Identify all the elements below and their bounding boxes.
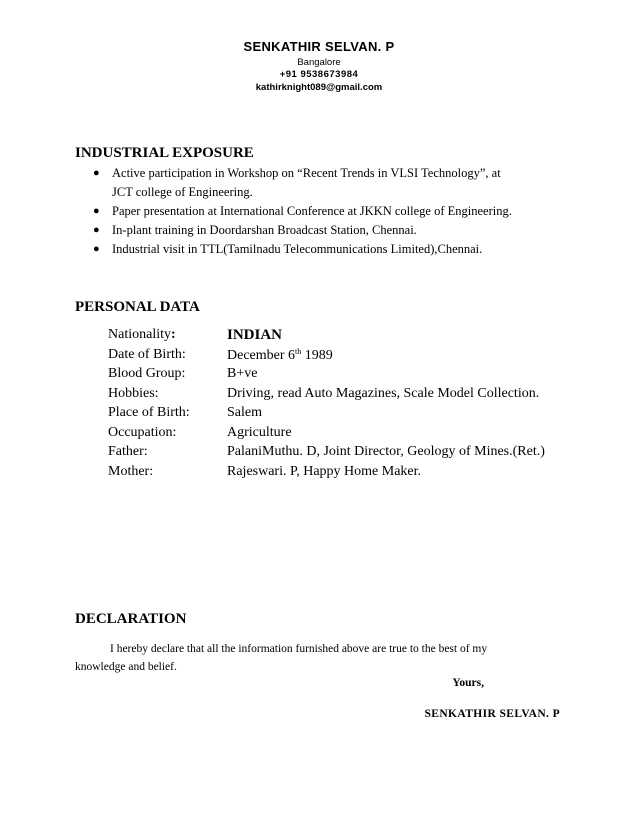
field-label: Place of Birth: bbox=[108, 405, 190, 420]
list-item bbox=[93, 221, 563, 240]
candidate-name: SENKATHIR SELVAN. P bbox=[243, 39, 395, 54]
table-row bbox=[108, 366, 545, 386]
list-item-text-cont: JCT college of Engineering. bbox=[112, 185, 253, 199]
table-row bbox=[108, 386, 545, 406]
declaration-heading: DECLARATION bbox=[75, 611, 187, 627]
field-value: INDIAN bbox=[227, 327, 283, 343]
field-label: Nationality bbox=[108, 327, 171, 342]
field-label: Father: bbox=[108, 444, 148, 459]
list-item-text: Active participation in Workshop on “Recent Trends in VLSI Technology”, at bbox=[112, 166, 501, 180]
industrial-exposure-heading: INDUSTRIAL EXPOSURE bbox=[75, 145, 254, 161]
field-label: Mother: bbox=[108, 463, 154, 479]
field-value: B+ve bbox=[227, 366, 258, 381]
field-value: Agriculture bbox=[227, 424, 292, 440]
personal-data-table bbox=[108, 327, 545, 483]
industrial-exposure-list bbox=[93, 164, 563, 259]
bullet-icon: ● bbox=[93, 243, 100, 255]
field-label: Occupation: bbox=[108, 424, 177, 440]
field-colon: : bbox=[171, 327, 176, 342]
field-label: Date of Birth: bbox=[108, 346, 186, 362]
field-label: Blood Group: bbox=[108, 366, 186, 381]
table-row bbox=[108, 425, 545, 445]
candidate-phone: +91 9538673984 bbox=[279, 69, 359, 80]
field-label: Hobbies: bbox=[108, 385, 159, 401]
bullet-icon: ● bbox=[93, 224, 100, 236]
bullet-icon: ● bbox=[93, 167, 100, 179]
field-value: Driving, read Auto Magazines, Scale Model Collection. bbox=[227, 385, 540, 401]
closing-yours: Yours, bbox=[452, 677, 484, 689]
list-item bbox=[93, 202, 563, 221]
table-row bbox=[108, 444, 545, 464]
signature-name: SENKATHIR SELVAN. P bbox=[424, 708, 560, 720]
field-value: December 6th 1989 bbox=[227, 346, 333, 363]
field-value: Salem bbox=[227, 405, 262, 420]
resume-header bbox=[0, 38, 638, 94]
list-item-text: Industrial visit in TTL(Tamilnadu Telecommunications Limited),Chennai. bbox=[112, 242, 483, 256]
candidate-email: kathirknight089@gmail.com bbox=[255, 82, 383, 93]
table-row bbox=[108, 464, 545, 484]
field-value: Rajeswari. P, Happy Home Maker. bbox=[227, 463, 422, 479]
table-row bbox=[108, 405, 545, 425]
list-item bbox=[93, 164, 563, 202]
field-value: PalaniMuthu. D, Joint Director, Geology of Mines.(Ret.) bbox=[227, 444, 545, 459]
declaration-line: knowledge and belief. bbox=[75, 661, 177, 673]
list-item-text: Paper presentation at International Conference at JKKN college of Engineering. bbox=[112, 204, 512, 218]
table-row bbox=[108, 347, 545, 367]
declaration-text bbox=[75, 640, 545, 676]
candidate-city: Bangalore bbox=[297, 57, 341, 68]
declaration-line: I hereby declare that all the information furnished above are true to the best of my bbox=[110, 643, 488, 655]
bullet-icon: ● bbox=[93, 205, 100, 217]
table-row bbox=[108, 327, 545, 347]
list-item bbox=[93, 240, 563, 259]
list-item-text: In-plant training in Doordarshan Broadcast Station, Chennai. bbox=[112, 223, 417, 237]
personal-data-heading: PERSONAL DATA bbox=[75, 299, 200, 315]
